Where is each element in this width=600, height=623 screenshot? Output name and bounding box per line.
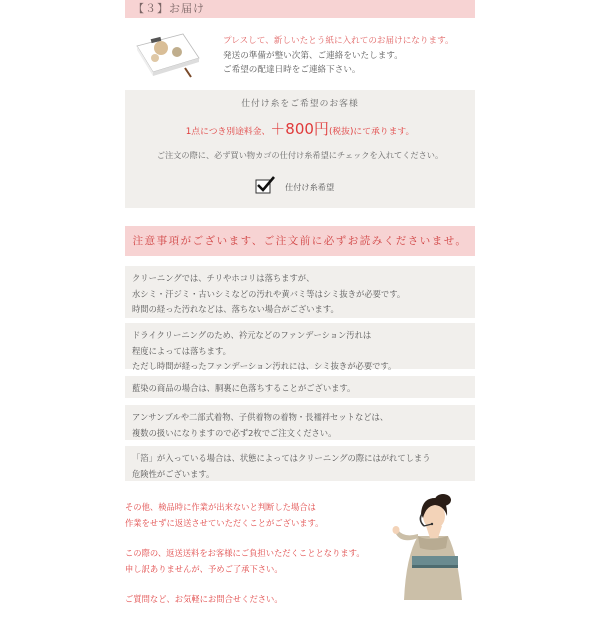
price-suffix: にて承ります。 bbox=[353, 127, 415, 137]
thread-title: 仕付け糸をご希望のお客様 bbox=[241, 99, 359, 109]
closing-line: この際の、返送送料をお客様にご負担いただくこととなります。 bbox=[125, 548, 365, 558]
notice-line: 「箔」が入っている場合は、状態によってはクリーニングの際にはがれてしまう bbox=[132, 453, 431, 463]
notice-line: アンサンブルや二部式着物、子供着物の着物・長襦袢セットなどは、 bbox=[132, 412, 389, 422]
checkbox-checked-icon bbox=[255, 176, 275, 194]
closing-line: その他、検品時に作業が出来ないと判断した場合は bbox=[125, 502, 316, 512]
delivery-line-1: プレスして、新しいたとう紙に入れてのお届けになります。 bbox=[223, 36, 454, 46]
notice-item-2 bbox=[125, 323, 475, 369]
thread-price bbox=[125, 118, 475, 139]
notice-line: 危険性がございます。 bbox=[132, 468, 215, 479]
notice-line: 藍染の商品の場合は、胴裏に色落ちすることがございます。 bbox=[132, 383, 356, 393]
notice-item-4 bbox=[125, 405, 475, 440]
notice-line: 水シミ・汗ジミ・古いシミなどの汚れや黄バミ等はシミ抜きが必要です。 bbox=[132, 288, 406, 299]
closing-paragraph-2 bbox=[125, 546, 385, 577]
notice-line: 程度によっては落ちます。 bbox=[132, 345, 231, 356]
notice-line: 時間の経った汚れなどは、落ちない場合がございます。 bbox=[132, 304, 339, 314]
closing-line: 申し訳ありませんが、予めご了承下さい。 bbox=[125, 563, 283, 574]
notice-item-1 bbox=[125, 266, 475, 318]
delivery-line-2: 発送の準備が整い次第、ご連絡をいたします。 bbox=[223, 50, 403, 61]
closing-line: 作業をせずに返送させていただくことがございます。 bbox=[125, 517, 324, 528]
price-tax: (税抜) bbox=[328, 127, 354, 137]
notice-line: ただし時間が経ったファンデーション汚れには、シミ抜きが必要です。 bbox=[132, 361, 397, 371]
checkbox-label: 仕付け糸希望 bbox=[285, 182, 335, 192]
thread-instruction: ご注文の際に、必ず買い物カゴの仕付け糸希望にチェックを入れてください。 bbox=[156, 150, 444, 160]
closing-paragraph-1 bbox=[125, 500, 385, 531]
tatoushi-package-illustration bbox=[133, 28, 203, 78]
delivery-line-3: ご希望の配達日時をご連絡下さい。 bbox=[223, 65, 361, 75]
thread-option-box bbox=[125, 90, 475, 208]
notice-title: 注意事項がございます、ご注文前に必ずお読みくださいませ。 bbox=[125, 226, 475, 256]
notice-line: クリーニングでは、チリやホコリは落ちますが、 bbox=[132, 273, 315, 283]
closing-text bbox=[125, 500, 385, 623]
closing-line: ご質問など、お気軽にお問合せください。 bbox=[125, 594, 283, 604]
section3-header: 【３】お届け bbox=[125, 0, 475, 18]
kimono-operator-illustration bbox=[388, 486, 478, 600]
notice-item-3 bbox=[125, 376, 475, 398]
notice-item-5 bbox=[125, 446, 475, 481]
price-amount: ＋800円 bbox=[270, 120, 329, 138]
price-prefix: 1点につき別途料金、 bbox=[185, 127, 271, 137]
notice-line: ドライクリーニングのため、衿元などのファンデーション汚れは bbox=[132, 330, 372, 340]
delivery-section bbox=[125, 22, 475, 84]
notice-line: 複数の扱いになりますので必ず2枚でご注文ください。 bbox=[132, 427, 337, 438]
